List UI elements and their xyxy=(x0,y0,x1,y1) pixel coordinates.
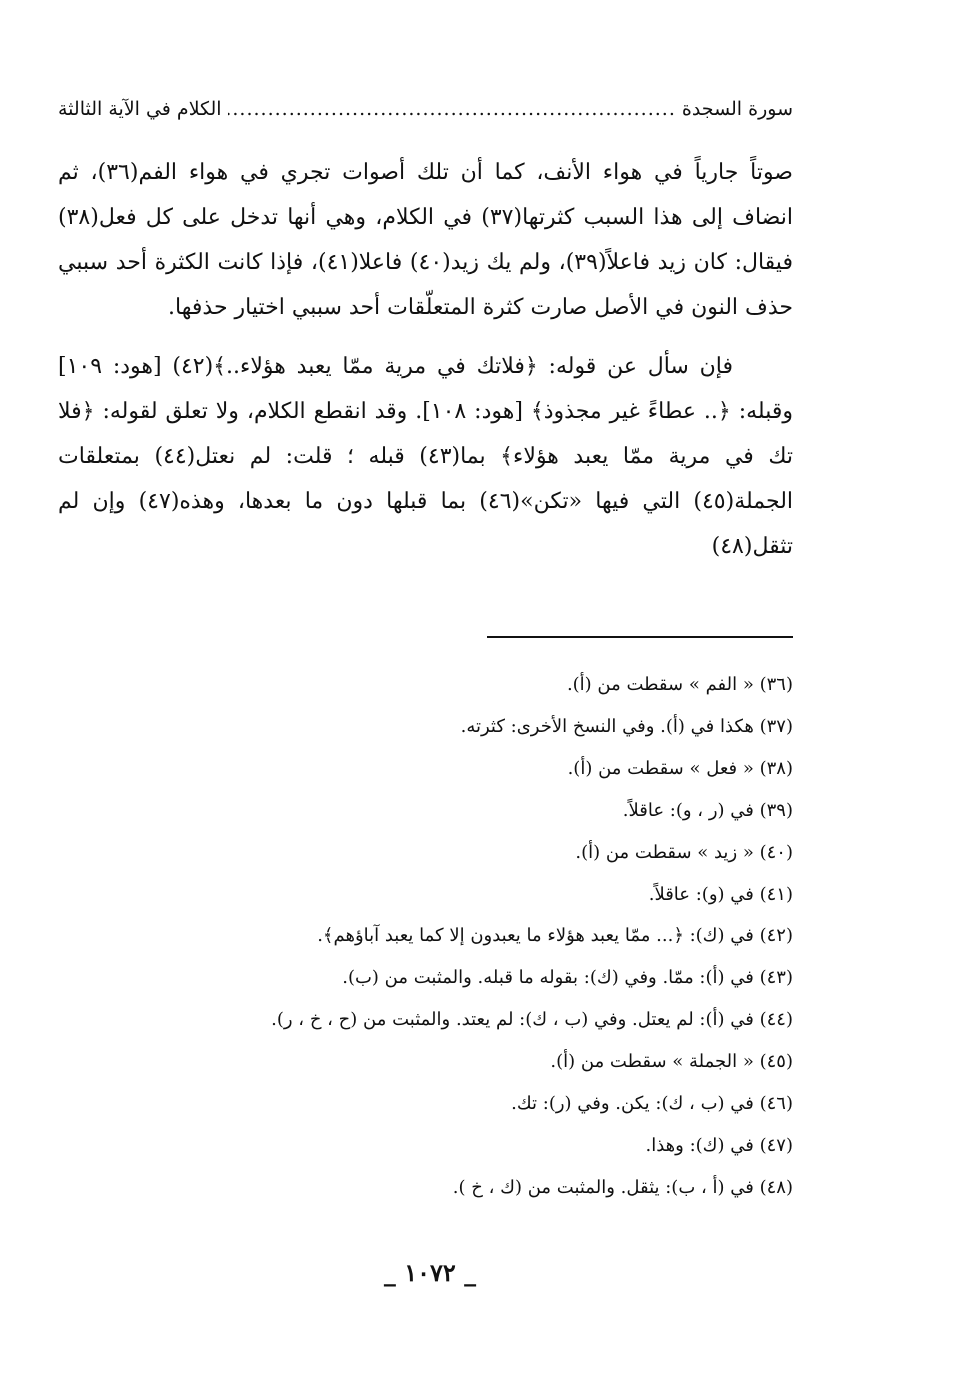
footnote-39: (٣٩) في (ر ، و): عاقلاً. xyxy=(622,799,793,821)
header-section-title: الكلام في الآية الثالثة xyxy=(58,98,222,120)
footnote-separator xyxy=(487,636,793,638)
footnote-42: (٤٢) في (ك): ﴿... ممّا يعبد هؤلاء ما يعبدون إلا كما يعبد آباؤهم﴾. xyxy=(317,925,793,947)
header-surah-title: سورة السجدة xyxy=(681,98,793,120)
footnote-37: (٣٧) هكذا في (أ). وفي النسخ الأخرى: كثرته. xyxy=(460,715,793,737)
footnote-47: (٤٧) في (ك): وهذا. xyxy=(645,1134,793,1156)
page-number: _ ١٠٧٢ _ xyxy=(383,1258,477,1287)
footnote-36: (٣٦) « الفم » سقطت من (أ). xyxy=(566,674,793,695)
running-header xyxy=(58,98,793,120)
footnote-40: (٤٠) « زيد » سقطت من (أ). xyxy=(575,841,793,863)
footnote-44: (٤٤) في (أ): لم يعتل. وفي (ب ، ك): لم يعتد. والمثبت من (ح ، خ ، ر). xyxy=(271,1009,793,1031)
footnote-41: (٤١) في (و): عاقلاً. xyxy=(648,883,793,905)
footnote-46: (٤٦) في (ب ، ك): يكن. وفي (ر): تك. xyxy=(511,1093,793,1115)
footnote-48: (٤٨) في (أ ، ب): يثقل. والمثبت من (ك ، خ ). xyxy=(452,1176,793,1198)
footnote-45: (٤٥) « الجملة » سقطت من (أ). xyxy=(550,1051,793,1073)
footnote-43: (٤٣) في (أ): ممّا. وفي (ك): بقوله ما قبله. والمثبت من (ب). xyxy=(342,967,793,989)
body-paragraph-2: فإن سأل عن قوله: ﴿فلاتك في مرية ممّا يعبد هؤلاء..﴾(٤٢) [هود: ١٠٩] وقبله: ﴿.. عطاءً غير مجذوذ﴾ [هود: ١٠٨]. وقد انقطع الكلام، ولا تعلق لقوله: ﴿فلا تك في مرية ممّا يعبد هؤلاء﴾ بما(٤٣) قبله ؛ قلت: لم نعتل(٤٤) بمتعلقات الجملة(٤٥) التي فيها «تكن»(٤٦) بما قبلها دون ما بعدها، وهذه(٤٧) وإن لم تثقل(٤٨) xyxy=(58,354,794,559)
main-text xyxy=(58,150,793,569)
footnote-38: (٣٨) « فعل » سقطت من (أ). xyxy=(567,757,793,779)
footnotes-list xyxy=(200,664,793,1209)
body-paragraph-1: صوتاً جارياً في هواء الأنف، كما أن تلك أصوات تجري في هواء الفم(٣٦)، ثم انضاف إلى هذا السبب كثرتها(٣٧) في الكلام، وهي أنها تدخل على كل فعل(٣٨) فيقال: كان زيد فاعلاً(٣٩)، ولم يك زيد(٤٠) فاعلا(٤١)، فإذا كانت الكثرة أحد سببي حذف النون في الأصل صارت كثرة المتعلّقات أحد سببي اختيار حذفها. xyxy=(58,160,793,320)
header-dot-leader xyxy=(228,98,676,120)
